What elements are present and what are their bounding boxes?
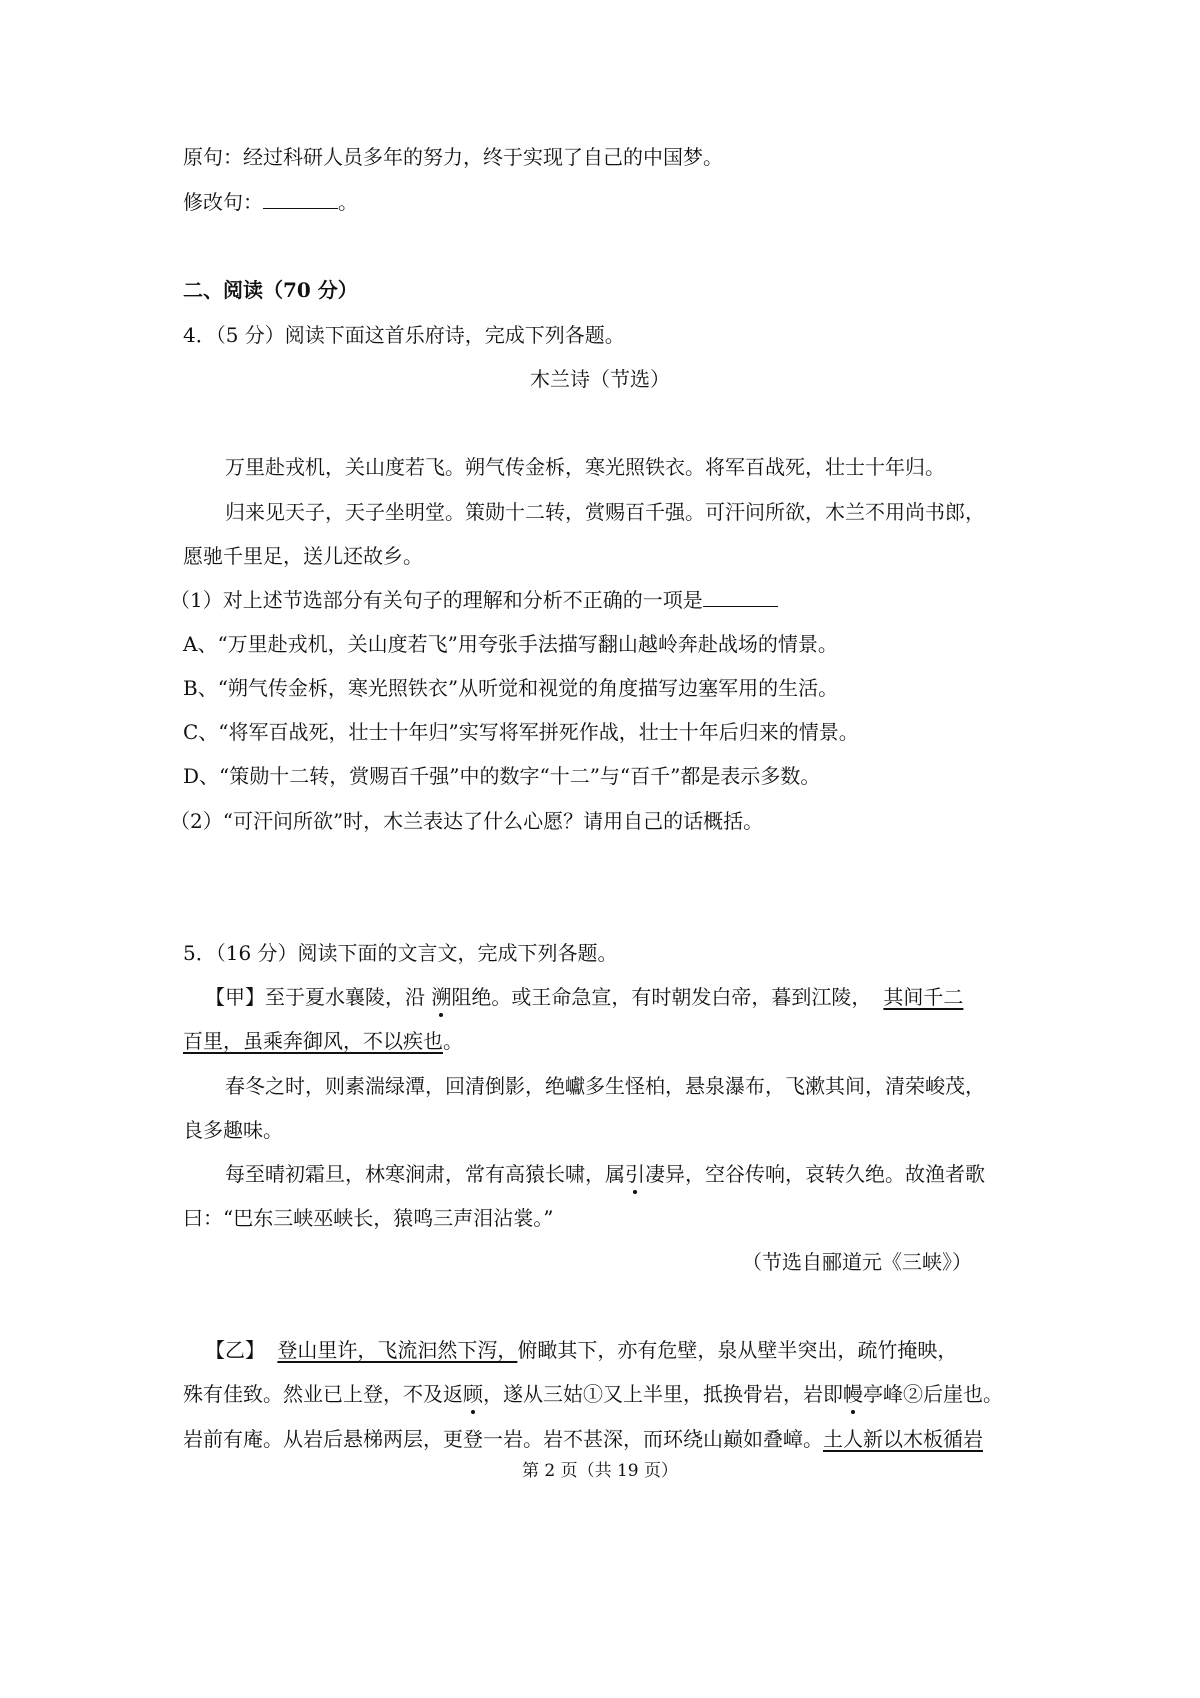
answer-blank[interactable] bbox=[263, 188, 338, 209]
question-4-2: （2）“可汗问所欲”时，木兰表达了什么心愿？请用自己的话概括。 bbox=[170, 809, 764, 833]
option-a: A、“万里赴戎机，关山度若飞”用夸张手法描写翻山越岭奔赴战场的情景。 bbox=[183, 632, 838, 656]
passage-yi-line-2 bbox=[183, 1379, 1003, 1409]
revised-sentence bbox=[183, 187, 358, 217]
yi-text: ，遂从三姑①又上半里，抵换骨岩，岩即 bbox=[483, 1382, 843, 1406]
question-5: 5．（16 分）阅读下面的文言文，完成下列各题。 bbox=[183, 941, 618, 965]
dotted-char: 幔 bbox=[843, 1379, 863, 1409]
option-c: C、“将军百战死，壮士十年归”实写将军拼死作战，壮士十年后归来的情景。 bbox=[183, 720, 859, 744]
dotted-char: 顾 bbox=[463, 1379, 483, 1409]
poem-title: 木兰诗（节选） bbox=[530, 367, 670, 391]
option-b: B、“朔气传金柝，寒光照铁衣”从听觉和视觉的角度描写边塞军用的生活。 bbox=[183, 676, 839, 700]
yi-text: 岩前有庵。从岩后悬梯两层，更登一岩。岩不甚深，而环绕山巅如叠嶂。 bbox=[183, 1427, 823, 1451]
passage-yi-line-3 bbox=[183, 1424, 983, 1454]
answer-blank[interactable] bbox=[703, 586, 778, 607]
jia-text: 凄异，空谷传响，哀转久绝。故渔者歌 bbox=[645, 1162, 985, 1186]
yi-text: 亭峰②后崖也。 bbox=[863, 1382, 1003, 1406]
underlined-text: 土人新以木板循岩 bbox=[823, 1427, 983, 1451]
passage-jia-line-1 bbox=[205, 982, 963, 1012]
passage-yi-line-1 bbox=[205, 1335, 957, 1365]
option-d: D、“策勋十二转，赏赐百千强”中的数字“十二”与“百千”都是表示多数。 bbox=[183, 764, 821, 788]
yi-text: 殊有佳致。然业已上登，不及返 bbox=[183, 1382, 463, 1406]
question-4-1 bbox=[170, 585, 778, 615]
question-4-1-text: （1）对上述节选部分有关句子的理解和分析不正确的一项是 bbox=[170, 588, 703, 612]
dotted-char: 溯 bbox=[431, 982, 451, 1012]
passage-jia-line-4: 良多趣味。 bbox=[183, 1118, 283, 1142]
underlined-text: 其间千二 bbox=[883, 985, 964, 1009]
section-heading: 二、阅读（70 分） bbox=[183, 278, 358, 302]
jia-text: 每至晴初霜旦，林寒涧肃，常有高猿长啸，属 bbox=[225, 1162, 625, 1186]
dotted-char: 引 bbox=[625, 1159, 645, 1189]
underlined-text: 百里，虽乘奔御风，不以疾也 bbox=[183, 1029, 443, 1053]
passage-jia-line-6: 曰：“巴东三峡巫峡长，猿鸣三声泪沾裳。” bbox=[183, 1206, 554, 1230]
page-footer: 第 2 页（共 19 页） bbox=[521, 1461, 679, 1481]
revised-label: 修改句： bbox=[183, 190, 263, 214]
revised-end: 。 bbox=[338, 190, 358, 214]
jia-text: 。 bbox=[443, 1029, 463, 1053]
poem-line-2: 归来见天子，天子坐明堂。策勋十二转，赏赐百千强。可汗问所欲，木兰不用尚书郎， bbox=[225, 500, 985, 524]
passage-jia-line-3: 春冬之时，则素湍绿潭，回清倒影，绝巘多生怪柏，悬泉瀑布，飞漱其间，清荣峻茂， bbox=[225, 1074, 985, 1098]
passage-jia-line-5 bbox=[225, 1159, 985, 1189]
passage-source: （节选自郦道元《三峡》） bbox=[742, 1250, 972, 1274]
poem-line-1: 万里赴戎机，关山度若飞。朔气传金柝，寒光照铁衣。将军百战死，壮士十年归。 bbox=[225, 455, 945, 479]
yi-text: 【乙】 bbox=[205, 1338, 272, 1362]
passage-jia-line-2 bbox=[183, 1026, 463, 1056]
poem-line-3: 愿驰千里足，送儿还故乡。 bbox=[183, 544, 423, 568]
original-sentence: 原句：经过科研人员多年的努力，终于实现了自己的中国梦。 bbox=[183, 145, 723, 169]
question-4: 4．（5 分）阅读下面这首乐府诗，完成下列各题。 bbox=[183, 323, 625, 347]
jia-text: 【甲】至于夏水襄陵，沿 bbox=[205, 985, 432, 1009]
underlined-text: 登山里许，飞流汩然下泻， bbox=[277, 1338, 518, 1362]
jia-text: 阻绝。或王命急宣，有时朝发白帝，暮到江陵， bbox=[451, 985, 872, 1009]
yi-text: 俯瞰其下，亦有危壁，泉从壁半突出，疏竹掩映， bbox=[517, 1338, 958, 1362]
